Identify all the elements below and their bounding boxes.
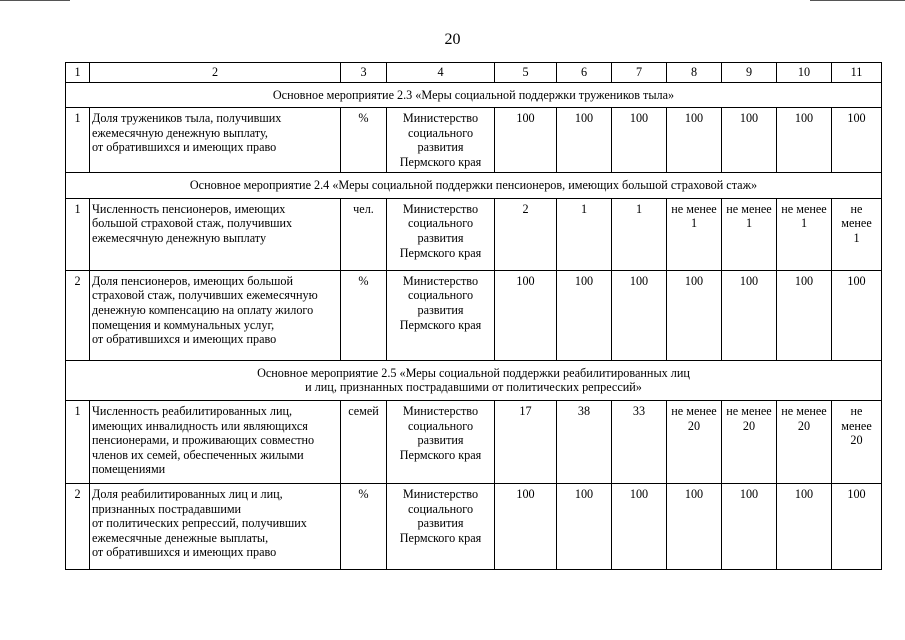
indicator-name: Доля реабилитированных лиц и лиц, признанных пострадавшими от политических репрессий, получивших ежемесячные денежные выплаты, от обратившихся и имеющих право: [90, 483, 341, 569]
responsible-executor: Министерство социального развития Пермского края: [387, 483, 495, 569]
unit-of-measure: чел.: [341, 198, 387, 270]
table-row: [66, 108, 882, 173]
table-row: [66, 400, 882, 483]
column-number-header: 3: [341, 63, 387, 83]
column-number-header: 9: [722, 63, 777, 83]
indicator-name: Доля пенсионеров, имеющих большой страховой стаж, получивших ежемесячную денежную компенсацию на оплату жилого помещения и коммунальных услуг, от обратившихся и имеющих право: [90, 270, 341, 360]
column-number-header: 6: [557, 63, 612, 83]
table-row: [66, 270, 882, 360]
indicator-value: 100: [495, 483, 557, 569]
column-number-header: 2: [90, 63, 341, 83]
indicator-value: 100: [557, 108, 612, 173]
column-number-header: 4: [387, 63, 495, 83]
unit-of-measure: семей: [341, 400, 387, 483]
indicator-value: 100: [722, 270, 777, 360]
indicator-name: Доля тружеников тыла, получивших ежемесячную денежную выплату, от обратившихся и имеющих право: [90, 108, 341, 173]
indicator-value: 100: [495, 270, 557, 360]
indicator-value: 100: [612, 270, 667, 360]
unit-of-measure: %: [341, 108, 387, 173]
indicator-value: не менее 20: [722, 400, 777, 483]
indicator-value: 100: [557, 483, 612, 569]
indicator-value: 38: [557, 400, 612, 483]
indicator-value: 1: [612, 198, 667, 270]
indicator-value: 100: [722, 108, 777, 173]
column-number-header: 7: [612, 63, 667, 83]
indicator-value: 100: [557, 270, 612, 360]
indicator-value: не менее 1: [722, 198, 777, 270]
indicator-value: 100: [612, 483, 667, 569]
unit-of-measure: %: [341, 483, 387, 569]
indicator-value: 100: [777, 108, 832, 173]
responsible-executor: Министерство социального развития Пермского края: [387, 400, 495, 483]
row-number: 1: [66, 400, 90, 483]
indicator-value: 100: [777, 483, 832, 569]
section-row: [66, 173, 882, 199]
indicator-value: не менее 1: [667, 198, 722, 270]
header-row: [66, 63, 882, 83]
section-row: [66, 82, 882, 108]
indicator-value: 100: [832, 483, 882, 569]
indicator-value: 100: [612, 108, 667, 173]
scan-edge-mark-right: [810, 0, 905, 1]
indicator-value: не менее 1: [832, 198, 882, 270]
column-number-header: 11: [832, 63, 882, 83]
indicator-value: 100: [667, 270, 722, 360]
indicator-value: 100: [495, 108, 557, 173]
page-number: 20: [444, 31, 461, 48]
indicator-value: 33: [612, 400, 667, 483]
scan-edge-mark-left: [0, 0, 70, 1]
section-row: [66, 360, 882, 400]
indicator-name: Численность реабилитированных лиц, имеющих инвалидность или являющихся пенсионерами, и проживающих совместно членов их семей, обеспеченных жилыми помещениями: [90, 400, 341, 483]
indicator-value: не менее 20: [667, 400, 722, 483]
column-number-header: 8: [667, 63, 722, 83]
indicator-value: не менее 20: [832, 400, 882, 483]
row-number: 2: [66, 270, 90, 360]
indicator-value: 17: [495, 400, 557, 483]
section-title: Основное мероприятие 2.4 «Меры социальной поддержки пенсионеров, имеющих большой страховой стаж»: [66, 173, 882, 199]
indicator-value: 100: [722, 483, 777, 569]
section-title: Основное мероприятие 2.3 «Меры социальной поддержки тружеников тыла»: [66, 82, 882, 108]
indicator-value: не менее 20: [777, 400, 832, 483]
indicator-value: 100: [667, 483, 722, 569]
responsible-executor: Министерство социального развития Пермского края: [387, 108, 495, 173]
indicators-table: [65, 62, 882, 570]
column-number-header: 5: [495, 63, 557, 83]
indicator-value: 100: [667, 108, 722, 173]
row-number: 1: [66, 198, 90, 270]
indicator-value: 100: [832, 108, 882, 173]
section-title: Основное мероприятие 2.5 «Меры социальной поддержки реабилитированных лиц и лиц, признанных пострадавшими от политических репрессий»: [66, 360, 882, 400]
indicator-value: не менее 1: [777, 198, 832, 270]
table-row: [66, 483, 882, 569]
unit-of-measure: %: [341, 270, 387, 360]
column-number-header: 1: [66, 63, 90, 83]
responsible-executor: Министерство социального развития Пермского края: [387, 198, 495, 270]
indicator-name: Численность пенсионеров, имеющих большой страховой стаж, получивших ежемесячную денежную выплату: [90, 198, 341, 270]
indicator-value: 100: [832, 270, 882, 360]
column-number-header: 10: [777, 63, 832, 83]
responsible-executor: Министерство социального развития Пермского края: [387, 270, 495, 360]
indicator-value: 1: [557, 198, 612, 270]
row-number: 1: [66, 108, 90, 173]
indicator-value: 2: [495, 198, 557, 270]
row-number: 2: [66, 483, 90, 569]
indicator-value: 100: [777, 270, 832, 360]
table-row: [66, 198, 882, 270]
